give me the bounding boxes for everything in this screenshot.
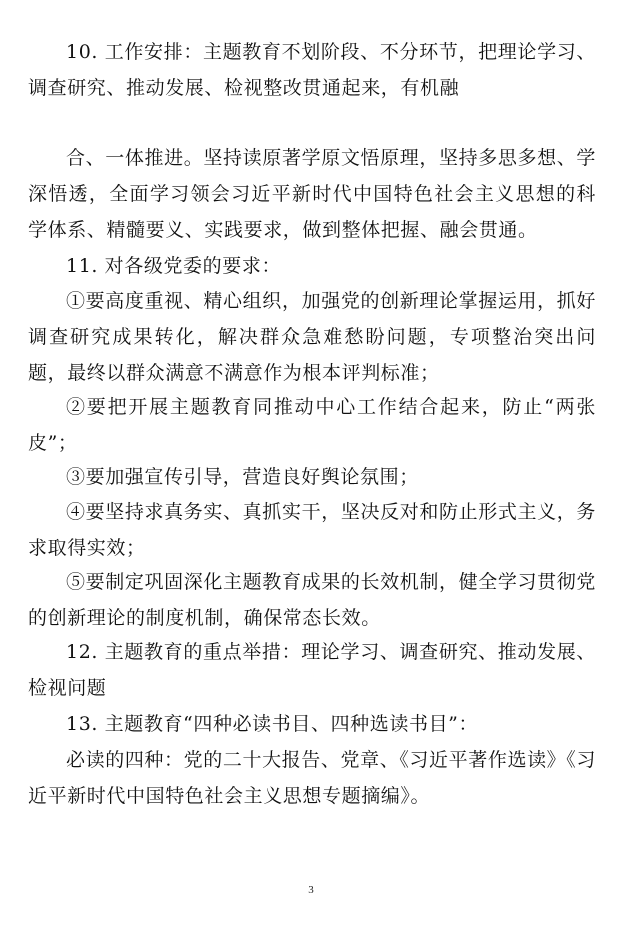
paragraph-item-12: 12. 主题教育的重点举措：理论学习、调查研究、推动发展、检视问题 <box>28 641 596 699</box>
paragraph-item-10-continued: 合、一体推进。坚持读原著学原文悟原理，坚持多思多想、学深悟透，全面学习领会习近平新时代中国特色社会主义思想的科学体系、精髓要义、实践要求，做到整体把握、融会贯通。 <box>28 147 596 241</box>
paragraph-requirement-5: ⑤要制定巩固深化主题教育成果的长效机制，健全学习贯彻党的创新理论的制度机制，确保常态长效。 <box>28 571 596 629</box>
paragraph-required-reading: 必读的四种：党的二十大报告、党章、《习近平著作选读》《习近平新时代中国特色社会主义思想专题摘编》。 <box>28 749 596 807</box>
paragraph-item-10: 10. 工作安排：主题教育不划阶段、不分环节，把理论学习、调查研究、推动发展、检视整改贯通起来，有机融 <box>28 41 596 99</box>
paragraph-requirement-2: ②要把开展主题教育同推动中心工作结合起来，防止“两张皮”； <box>28 396 596 454</box>
paragraph-requirement-4: ④要坚持求真务实、真抓实干，坚决反对和防止形式主义，务求取得实效； <box>28 501 596 559</box>
paragraph-item-11: 11. 对各级党委的要求： <box>66 255 282 277</box>
paragraph-item-13: 13. 主题教育“四种必读书目、四种选读书目”： <box>66 713 479 735</box>
paragraph-requirement-1: ①要高度重视、精心组织，加强党的创新理论掌握运用，抓好调查研究成果转化，解决群众急难愁盼问题，专项整治突出问题，最终以群众满意不满意作为根本评判标准； <box>28 290 596 384</box>
page-number: 3 <box>308 884 314 896</box>
paragraph-requirement-3: ③要加强宣传引导，营造良好舆论氛围； <box>66 466 419 488</box>
